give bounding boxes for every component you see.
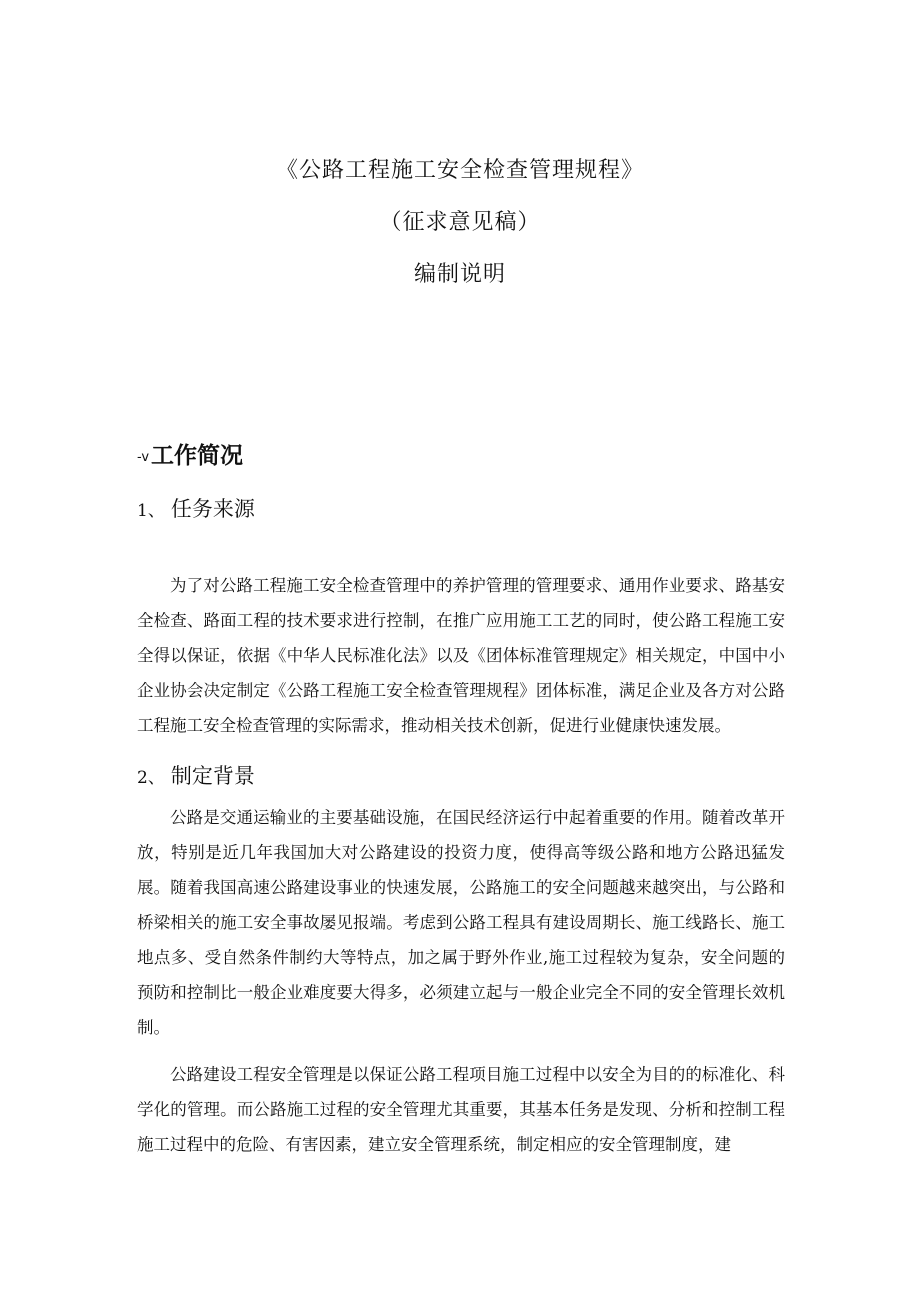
- subheading-number: 2、: [137, 768, 165, 788]
- subheading-text: 制定背景: [170, 764, 255, 788]
- paragraph-background-1: 公路是交通运输业的主要基础设施，在国民经济运行中起着重要的作用。随着改革开放，特别是近几年我国加大对公路建设的投资力度，使得高等级公路和地方公路迅猛发展。随着我国高速公路建设事业的快速发展，公路施工的安全问题越来越突出，与公路和桥梁相关的施工安全事故屡见报端。考虑到公路工程具有建设周期长、施工线路长、施工地点多、受自然条件制约大等特点，加之属于野外作业,施工过程较为复杂，安全问题的预防和控制比一般企业难度要大得多，必须建立起与一般企业完全不同的安全管理长效机制。: [137, 808, 785, 1037]
- subheading-text: 任务来源: [170, 497, 255, 521]
- subheading-number: 1、: [137, 501, 165, 521]
- paragraph-task-source: 为了对公路工程施工安全检查管理中的养护管理的管理要求、通用作业要求、路基安全检查、路面工程的技术要求进行控制，在推广应用施工工艺的同时，使公路工程施工安全得以保证，依据《中华人民标准化法》以及《团体标准管理规定》相关规定，中国中小企业协会决定制定《公路工程施工安全检查管理规程》团体标准，满足企业及各方对公路工程施工安全检查管理的实际需求，推动相关技术创新，促进行业健康快速发展。: [137, 576, 785, 735]
- section-marker: -v: [137, 450, 150, 465]
- document-title: 《公路工程施工安全检查管理规程》: [275, 158, 644, 183]
- paragraph-background-2: 公路建设工程安全管理是以保证公路工程项目施工过程中以安全为目的的标准化、科学化的管理。而公路施工过程的安全管理尤其重要，其基本任务是发现、分析和控制工程施工过程中的危险、有害因素，建立安全管理系统，制定相应的安全管理制度，建: [137, 1065, 785, 1154]
- subheading-background: [137, 761, 255, 793]
- document-type: 编制说明: [413, 262, 506, 287]
- subheading-task-source: [137, 494, 255, 526]
- section-heading-work-overview: [137, 440, 243, 474]
- section-heading-text: 工作简况: [151, 443, 244, 469]
- document-subtitle: （征求意见稿）: [379, 210, 541, 235]
